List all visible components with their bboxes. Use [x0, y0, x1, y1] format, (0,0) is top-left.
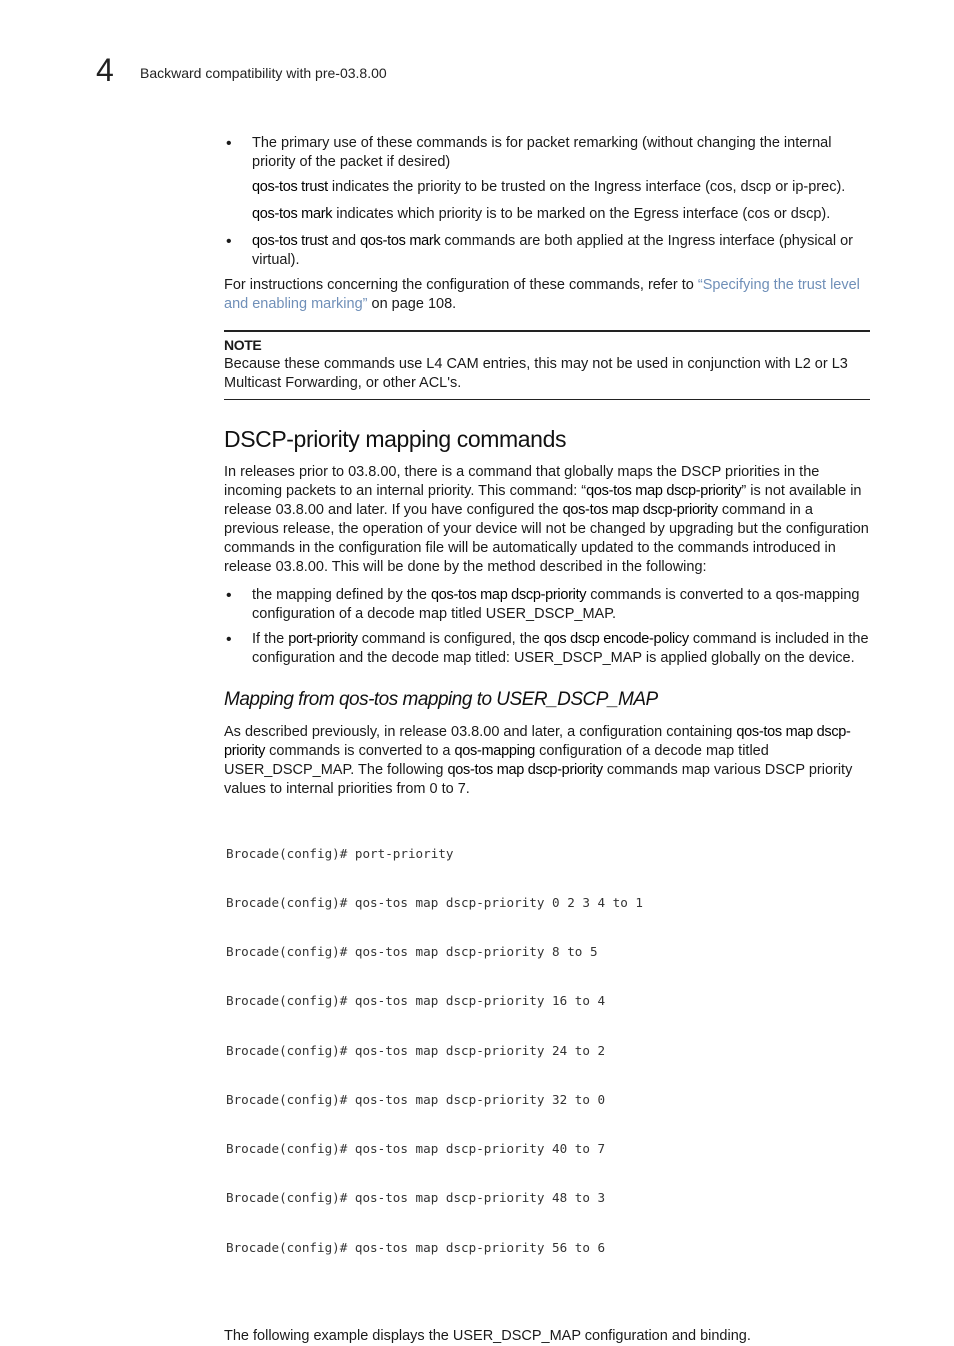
- command-term: qos-tos map dscp-priority: [430, 587, 587, 603]
- command-term: qos-tos map dscp-priority: [562, 502, 718, 518]
- mark-description: [224, 205, 870, 224]
- bullet-mapping-defined: [224, 586, 870, 624]
- bullet-text: If the: [252, 631, 289, 647]
- description-text: indicates the priority to be trusted on the Ingress interface (cos, dscp or ip-prec).: [327, 179, 846, 195]
- code-line: Brocade(config)# qos-tos map dscp-priority 24 to 2: [226, 1042, 606, 1058]
- command-term: qos-tos mark: [360, 233, 441, 249]
- bullet-port-priority: [224, 630, 870, 668]
- paragraph-text: ” is not available in release 03.8.00 and later. If you have configured the: [224, 483, 862, 518]
- running-header: Backward compatibility with pre-03.8.00: [140, 65, 387, 81]
- chapter-number: 4: [96, 52, 114, 88]
- paragraph-text: commands map various DSCP priority values to internal priorities from 0 to 7.: [224, 762, 853, 797]
- note-text: Because these commands use L4 CAM entries, this may not be used in conjunction with L2 or L3 Multicast Forwarding, or other ACL's.: [224, 356, 848, 391]
- bullet-text: and: [327, 233, 361, 249]
- code-line: Brocade(config)# qos-tos map dscp-priority 40 to 7: [226, 1141, 606, 1157]
- code-line: Brocade(config)# qos-tos map dscp-priority 32 to 0: [226, 1091, 606, 1107]
- paragraph-text: command in a previous release, the operation of your device will not be changed by upgrading but the configuration commands in the configuration file will be automatically updated to the commands introduced in release 03.8.00. This will be done by the method described in the following:: [224, 502, 869, 575]
- command-term: port-priority: [288, 631, 358, 647]
- command-term: qos dscp encode-policy: [543, 631, 689, 647]
- bullet-text: the mapping defined by the: [252, 587, 431, 603]
- command-term: qos-tos map dscp-priority: [224, 724, 851, 759]
- paragraph-text: As described previously, in release 03.8.00 and later, a configuration containing: [224, 724, 737, 740]
- command-term: qos-mapping: [454, 743, 536, 759]
- paragraph-text: commands is converted to a: [265, 743, 455, 759]
- code-line: Brocade(config)# port-priority: [226, 845, 454, 861]
- code-line: Brocade(config)# qos-tos map dscp-priority 0 2 3 4 to 1: [226, 895, 644, 911]
- bullet-ingress: [224, 232, 870, 270]
- description-text: indicates which priority is to be marked on the Egress interface (cos or dscp).: [332, 206, 831, 222]
- closing-paragraph: The following example displays the USER_DSCP_MAP configuration and binding.: [224, 1327, 751, 1344]
- bullet-text: The primary use of these commands is for packet remarking (without changing the internal priority of the packet if desired): [252, 135, 832, 170]
- subsection-heading: Mapping from qos-tos mapping to USER_DSCP_MAP: [224, 689, 658, 710]
- bullet-text: command is configured, the: [357, 631, 544, 647]
- command-term: qos-tos trust: [252, 233, 328, 249]
- subsection-paragraph: [224, 723, 870, 799]
- bullet-text: command is included in the configuration and the decode map titled: USER_DSCP_MAP is applied globally on the device.: [252, 631, 869, 666]
- code-line: Brocade(config)# qos-tos map dscp-priority 8 to 5: [226, 944, 598, 960]
- paragraph-text: configuration of a decode map titled USER_DSCP_MAP. The following: [224, 743, 769, 778]
- code-block: [226, 813, 870, 1289]
- code-line: Brocade(config)# qos-tos map dscp-priority 56 to 6: [226, 1239, 606, 1255]
- command-term: qos-tos mark: [252, 206, 333, 222]
- bullet-primary-use: [224, 134, 870, 172]
- note-label: NOTE: [224, 337, 262, 353]
- code-line: Brocade(config)# qos-tos map dscp-priority 48 to 3: [226, 1190, 606, 1206]
- trust-description: [224, 178, 870, 197]
- cross-reference-link[interactable]: “Specifying the trust level and enabling marking”: [224, 277, 860, 312]
- bullet-text: commands are both applied at the Ingress interface (physical or virtual).: [252, 233, 854, 268]
- command-term: qos-tos trust: [252, 179, 328, 195]
- instructions-text: For instructions concerning the configuration of these commands, refer to: [224, 277, 698, 293]
- code-line: Brocade(config)# qos-tos map dscp-priority 16 to 4: [226, 993, 606, 1009]
- instructions-text: on page 108.: [367, 296, 457, 312]
- command-term: qos-tos map dscp-priority: [447, 762, 603, 778]
- instructions-paragraph: [224, 276, 870, 314]
- bullet-text: commands is converted to a qos-mapping configuration of a decode map titled USER_DSCP_MAP.: [252, 587, 860, 622]
- note-box: [224, 330, 870, 400]
- command-term: qos-tos map dscp-priority: [586, 483, 742, 499]
- page-body: [224, 134, 870, 1346]
- section-paragraph: [224, 463, 870, 577]
- paragraph-text: In releases prior to 03.8.00, there is a command that globally maps the DSCP priorities in the incoming packets to an internal priority. This command: “: [224, 464, 820, 499]
- section-heading: DSCP-priority mapping commands: [224, 426, 567, 452]
